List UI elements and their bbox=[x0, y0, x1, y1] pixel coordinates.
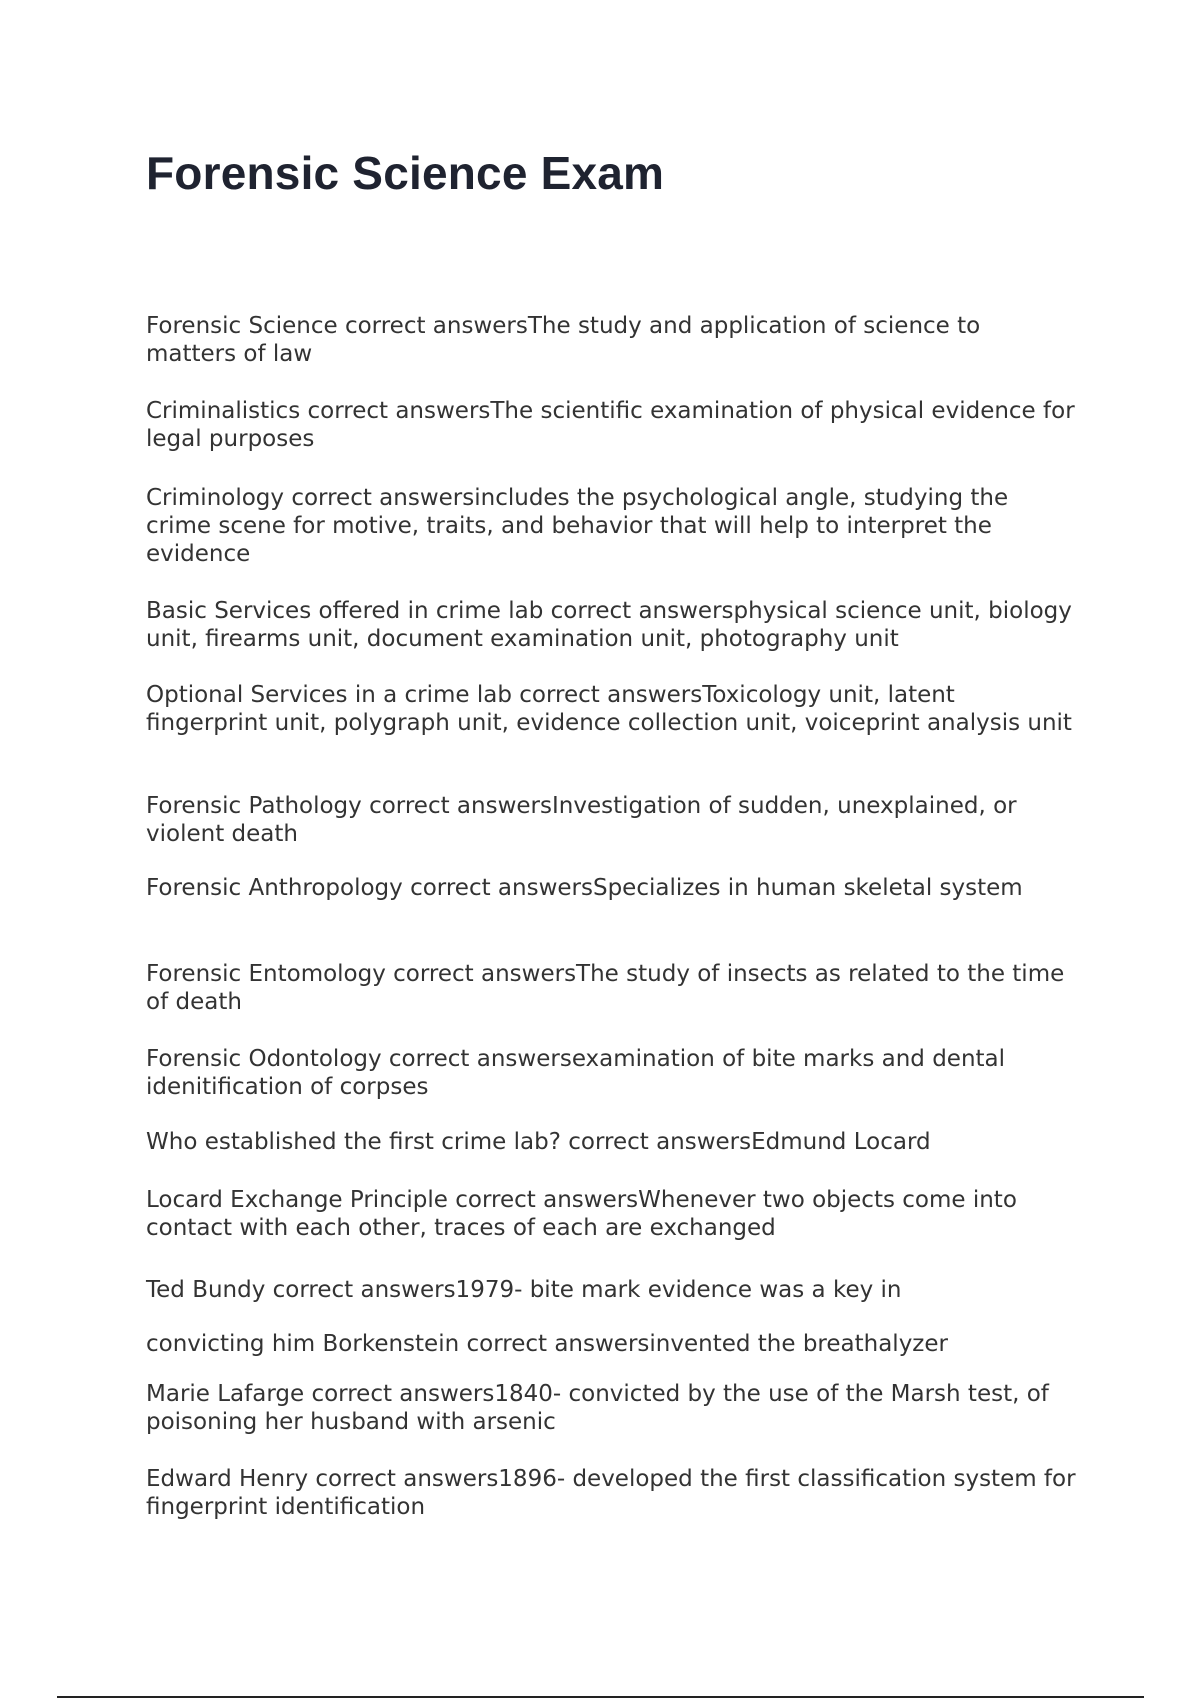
qa-item: Who established the first crime lab? correct answersEdmund Locard bbox=[146, 1129, 931, 1155]
qa-item: Criminology correct answersincludes the psychological angle, studying the crime scene for motive, traits, and behavior that will help to interpret the evidence bbox=[146, 485, 1009, 567]
page-title: Forensic Science Exam bbox=[146, 147, 665, 199]
qa-item: Edward Henry correct answers1896- developed the first classification system for fingerprint identification bbox=[146, 1466, 1076, 1520]
qa-item: Basic Services offered in crime lab correct answersphysical science unit, biology unit, firearms unit, document examination unit, photography unit bbox=[146, 598, 1072, 652]
qa-item: Forensic Science correct answersThe study and application of science to matters of law bbox=[146, 313, 981, 367]
qa-item: Forensic Anthropology correct answersSpecializes in human skeletal system bbox=[146, 875, 1023, 901]
qa-item: convicting him Borkenstein correct answersinvented the breathalyzer bbox=[146, 1331, 948, 1357]
qa-item: Ted Bundy correct answers1979- bite mark evidence was a key in bbox=[146, 1277, 902, 1303]
qa-item: Forensic Pathology correct answersInvestigation of sudden, unexplained, or violent death bbox=[146, 793, 1017, 847]
qa-item: Forensic Odontology correct answersexamination of bite marks and dental idenitification of corpses bbox=[146, 1046, 1006, 1100]
qa-item: Locard Exchange Principle correct answersWhenever two objects come into contact with each other, traces of each are exchanged bbox=[146, 1187, 1017, 1241]
qa-item: Marie Lafarge correct answers1840- convicted by the use of the Marsh test, of poisoning her husband with arsenic bbox=[146, 1381, 1049, 1435]
qa-item: Criminalistics correct answersThe scientific examination of physical evidence for legal purposes bbox=[146, 398, 1075, 452]
qa-item: Optional Services in a crime lab correct answersToxicology unit, latent fingerprint unit, polygraph unit, evidence collection unit, voiceprint analysis unit bbox=[146, 682, 1072, 736]
footer-divider bbox=[57, 1696, 1144, 1698]
qa-item: Forensic Entomology correct answersThe study of insects as related to the time of death bbox=[146, 961, 1065, 1015]
